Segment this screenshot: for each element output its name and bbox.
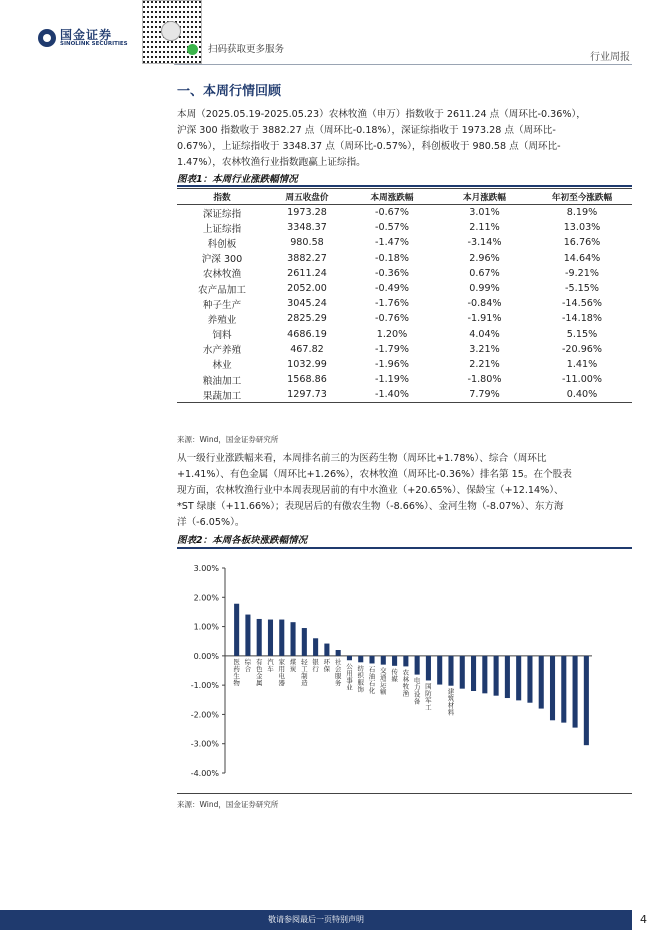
category-char: 银 bbox=[312, 657, 319, 666]
table-cell: -1.40% bbox=[347, 387, 437, 403]
x-category-label bbox=[324, 658, 331, 673]
analysis-line: +1.41%）、有色金属（周环比+1.26%），农林牧渔（周环比-0.36%）排名第 15。在个股表 bbox=[177, 469, 572, 480]
table-cell: 4686.19 bbox=[287, 328, 327, 340]
analysis-paragraph bbox=[177, 451, 632, 531]
bar bbox=[426, 656, 431, 681]
y-tick-label: 1.00% bbox=[193, 622, 219, 632]
category-char: 工 bbox=[301, 664, 308, 673]
analysis-line: 现方面，农林牧渔行业中本周表现居前的有中水渔业（+20.65%）、保龄宝（+12.14%）、 bbox=[177, 485, 564, 496]
x-category-label bbox=[245, 657, 252, 673]
table-row bbox=[177, 281, 632, 296]
category-char: 力 bbox=[413, 683, 421, 692]
y-tick-label: 2.00% bbox=[193, 593, 219, 603]
bar bbox=[561, 656, 566, 723]
y-tick-label: -2.00% bbox=[190, 710, 219, 720]
category-char: 设 bbox=[413, 690, 421, 699]
bar bbox=[584, 656, 589, 745]
table-cell: -0.36% bbox=[375, 267, 409, 279]
table-cell: -0.84% bbox=[467, 298, 502, 310]
category-char: 用 bbox=[346, 669, 353, 678]
table-cell: 1032.99 bbox=[287, 358, 327, 370]
category-char: 工 bbox=[425, 703, 432, 712]
category-char: 建 bbox=[447, 687, 455, 696]
x-category-label bbox=[414, 676, 421, 706]
category-char: 化 bbox=[368, 686, 376, 695]
category-char: 料 bbox=[447, 708, 455, 717]
category-char: 社 bbox=[334, 657, 342, 666]
category-char: 国 bbox=[425, 682, 432, 691]
category-char: 农 bbox=[402, 668, 410, 677]
y-tick-label: 3.00% bbox=[193, 564, 219, 573]
table-cell: 16.76% bbox=[563, 237, 601, 249]
bar bbox=[245, 615, 250, 656]
x-category-label bbox=[279, 657, 286, 687]
bar bbox=[471, 656, 476, 691]
category-char: 金 bbox=[255, 671, 263, 680]
table-row bbox=[177, 251, 632, 266]
intro-line: 本周（2025.05.19-2025.05.23）农林牧渔（申万）指数收于 2611.24 点（周环比-0.36%）， bbox=[177, 109, 586, 120]
table-cell: 3348.37 bbox=[287, 222, 327, 234]
bar bbox=[403, 656, 408, 667]
table-cell: 980.58 bbox=[290, 237, 324, 249]
bar bbox=[358, 656, 363, 662]
table-cell: 0.40% bbox=[532, 387, 632, 403]
table-cell: -1.96% bbox=[375, 358, 409, 370]
category-char: 制 bbox=[301, 671, 308, 680]
analysis-line: *ST 绿康（+11.66%）；表现居后的有傲农生物（-8.66%）、金河生物（-8.07%）、东方海 bbox=[177, 501, 564, 512]
bar bbox=[505, 656, 510, 698]
bar bbox=[448, 656, 453, 686]
category-char: 电 bbox=[413, 676, 421, 685]
x-category-label bbox=[403, 667, 410, 697]
table-cell: -9.21% bbox=[565, 267, 599, 279]
table-cell: 3.01% bbox=[469, 207, 500, 219]
table-cell: 饲料 bbox=[212, 330, 232, 342]
header-month-change: 本月涨跌幅 bbox=[437, 189, 532, 205]
intro-line: 沪深 300 指数收于 3882.27 点（周环比-0.18%），深证综指收于 1973.28 点（周环比- bbox=[177, 125, 556, 136]
section-title: 一、本周行情回顾 bbox=[177, 84, 282, 99]
category-char: 林 bbox=[402, 675, 410, 684]
y-tick-label: -1.00% bbox=[190, 681, 219, 691]
table-cell: 1.20% bbox=[376, 328, 408, 340]
caption-divider bbox=[177, 185, 632, 187]
bar bbox=[257, 619, 262, 656]
header-ytd-change: 年初至今涨跌幅 bbox=[532, 189, 632, 205]
table-cell: -1.47% bbox=[375, 237, 409, 249]
category-char: 生 bbox=[233, 671, 240, 680]
category-char: 属 bbox=[255, 678, 263, 687]
category-char: 织 bbox=[357, 671, 364, 680]
qr-caption: 扫码获取更多服务 bbox=[208, 44, 285, 55]
category-char: 石 bbox=[368, 679, 376, 688]
logo-chinese-name: 国金证券 bbox=[60, 28, 113, 42]
chart-bottom-divider bbox=[177, 793, 632, 794]
table-cell: -5.15% bbox=[565, 283, 599, 295]
table-cell: -0.76% bbox=[375, 313, 409, 325]
category-char: 渔 bbox=[402, 689, 410, 698]
x-category-label bbox=[346, 662, 353, 691]
intro-paragraph bbox=[177, 107, 632, 171]
category-char: 运 bbox=[380, 680, 387, 689]
category-char: 有 bbox=[255, 657, 263, 666]
category-char: 造 bbox=[301, 678, 308, 687]
bar bbox=[527, 656, 532, 703]
category-char: 事 bbox=[346, 676, 353, 685]
wechat-badge-icon bbox=[187, 44, 198, 55]
table-source: 来源：Wind，国金证券研究所 bbox=[177, 435, 279, 444]
table-cell: 2.96% bbox=[469, 252, 500, 264]
chart-source: 来源：Wind，国金证券研究所 bbox=[177, 800, 279, 809]
table-cell: 3045.24 bbox=[287, 298, 327, 310]
category-char: 服 bbox=[357, 678, 364, 687]
category-char: 药 bbox=[233, 664, 240, 673]
table-cell: 1568.86 bbox=[287, 374, 327, 386]
table-row bbox=[177, 235, 632, 250]
table-cell: 0.67% bbox=[469, 267, 500, 279]
table-cell: 2.11% bbox=[469, 222, 500, 234]
table-row bbox=[177, 266, 632, 281]
table-row bbox=[177, 205, 632, 221]
table-row bbox=[177, 387, 632, 403]
table-cell: 1.41% bbox=[566, 358, 598, 370]
y-tick-label: 0.00% bbox=[193, 651, 219, 661]
report-type-label: 行业周报 bbox=[590, 52, 630, 63]
bar bbox=[494, 656, 499, 696]
table-cell: -11.00% bbox=[561, 374, 603, 386]
table-cell: 3882.27 bbox=[287, 252, 327, 264]
analysis-line: 从一级行业涨跌幅来看，本周排名前三的为医药生物（周环比+1.78%）、综合（周环比 bbox=[177, 453, 547, 464]
category-char: 牧 bbox=[402, 682, 410, 691]
logo-mark-icon bbox=[38, 29, 56, 47]
table-cell: -1.19% bbox=[375, 374, 409, 386]
category-char: 交 bbox=[380, 666, 387, 675]
table-cell: 养殖业 bbox=[207, 314, 237, 326]
x-category-label bbox=[267, 657, 274, 673]
table-cell: -0.57% bbox=[375, 222, 409, 234]
footer-disclaimer: 敬请参阅最后一页特别声明 bbox=[268, 915, 364, 924]
company-logo bbox=[38, 26, 158, 50]
table-cell: 农林牧渔 bbox=[202, 269, 242, 281]
table-cell: -0.49% bbox=[375, 283, 409, 295]
category-char: 轻 bbox=[301, 657, 308, 666]
category-char: 环 bbox=[323, 657, 331, 666]
bar bbox=[392, 656, 397, 666]
qr-center-badge-icon bbox=[161, 21, 181, 41]
category-char: 行 bbox=[312, 664, 319, 673]
header-week-change: 本周涨跌幅 bbox=[347, 189, 437, 205]
header-index: 指数 bbox=[177, 189, 267, 205]
bar bbox=[482, 656, 487, 693]
page-number: 4 bbox=[640, 913, 647, 926]
bar bbox=[234, 604, 239, 656]
table-row bbox=[177, 342, 632, 357]
table-cell: 13.03% bbox=[563, 222, 601, 234]
performance-table bbox=[177, 188, 632, 403]
table-cell: 0.99% bbox=[469, 283, 500, 295]
table-row bbox=[177, 296, 632, 311]
table-cell: 沪深 300 bbox=[201, 254, 243, 266]
category-char: 色 bbox=[255, 664, 263, 673]
table-cell: -3.14% bbox=[467, 237, 502, 249]
x-category-label bbox=[380, 666, 387, 696]
table-cell: 水产养殖 bbox=[202, 345, 242, 357]
x-category-label bbox=[335, 657, 342, 687]
bar bbox=[516, 656, 521, 701]
category-char: 油 bbox=[368, 672, 376, 681]
bar bbox=[539, 656, 544, 709]
bar bbox=[573, 656, 578, 728]
table-cell: 1297.73 bbox=[267, 387, 347, 403]
category-char: 车 bbox=[267, 664, 274, 673]
table-cell: 2825.29 bbox=[287, 313, 327, 325]
bar bbox=[302, 628, 307, 656]
table-cell: 8.19% bbox=[566, 207, 598, 219]
category-char: 医 bbox=[233, 657, 240, 666]
y-tick-label: -4.00% bbox=[190, 769, 219, 778]
x-category-label bbox=[233, 658, 240, 687]
table-cell: 7.79% bbox=[437, 387, 532, 403]
table-cell: -14.18% bbox=[561, 313, 603, 325]
category-char: 输 bbox=[380, 687, 387, 696]
sector-performance-chart bbox=[177, 550, 632, 794]
table-cell: 5.15% bbox=[566, 328, 598, 340]
table-cell: 2611.24 bbox=[287, 267, 327, 279]
category-char: 筑 bbox=[447, 694, 455, 703]
table-row bbox=[177, 372, 632, 387]
table-cell: -20.96% bbox=[561, 343, 603, 355]
intro-line: 0.67%），上证综指收于 3348.37 点（周环比-0.57%），科创板收于 980.58 点（周环比- bbox=[177, 141, 561, 152]
x-category-label bbox=[391, 667, 398, 683]
category-char: 物 bbox=[233, 678, 240, 687]
category-char: 煤 bbox=[289, 657, 297, 666]
table-row bbox=[177, 220, 632, 235]
bar bbox=[550, 656, 555, 720]
table-cell: 林业 bbox=[212, 360, 232, 372]
table-cell: 果蔬加工 bbox=[177, 387, 267, 403]
x-category-label bbox=[448, 687, 455, 717]
category-char: 材 bbox=[447, 701, 455, 710]
category-char: 备 bbox=[413, 697, 421, 706]
x-category-label bbox=[369, 665, 376, 694]
category-char: 用 bbox=[278, 664, 286, 673]
table-cell: 1973.28 bbox=[287, 207, 327, 219]
bar bbox=[369, 656, 374, 664]
x-category-label bbox=[290, 657, 297, 673]
table-caption: 图表1：本周行业涨跌幅情况 bbox=[177, 174, 298, 185]
table-header-row bbox=[177, 189, 632, 205]
category-char: 家 bbox=[278, 657, 286, 666]
category-char: 务 bbox=[334, 678, 342, 687]
caption-divider bbox=[177, 547, 632, 549]
x-category-label bbox=[357, 663, 364, 693]
category-char: 防 bbox=[425, 689, 432, 698]
table-cell: 2052.00 bbox=[287, 283, 327, 295]
category-char: 媒 bbox=[391, 674, 398, 683]
bar bbox=[460, 656, 465, 689]
table-cell: 上证综指 bbox=[202, 223, 242, 235]
y-tick-label: -3.00% bbox=[190, 739, 219, 749]
table-cell: 农产品加工 bbox=[198, 284, 246, 296]
table-cell: -1.91% bbox=[467, 313, 502, 325]
intro-line: 1.47%），农林牧渔行业指数跑赢上证综指。 bbox=[177, 157, 366, 168]
bar bbox=[291, 622, 296, 656]
category-char: 合 bbox=[244, 664, 252, 673]
category-char: 汽 bbox=[267, 657, 274, 666]
table-cell: 3.21% bbox=[469, 343, 500, 355]
category-char: 饰 bbox=[357, 685, 364, 694]
table-cell: -1.80% bbox=[467, 374, 502, 386]
x-category-label bbox=[256, 657, 263, 687]
table-row bbox=[177, 357, 632, 372]
table-cell: 2.21% bbox=[469, 358, 500, 370]
table-cell: -0.18% bbox=[375, 252, 409, 264]
bar bbox=[381, 656, 386, 665]
x-category-label bbox=[312, 657, 319, 673]
table-cell: 深证综指 bbox=[202, 208, 242, 220]
table-row bbox=[177, 327, 632, 342]
bar bbox=[268, 620, 273, 656]
category-char: 器 bbox=[278, 678, 286, 687]
bar bbox=[324, 644, 329, 656]
bar bbox=[279, 620, 284, 656]
x-category-label bbox=[425, 681, 432, 711]
table-cell: 科创板 bbox=[207, 238, 237, 250]
category-char: 综 bbox=[244, 657, 252, 666]
logo-english-name: SINOLINK SECURITIES bbox=[60, 41, 128, 47]
category-char: 电 bbox=[278, 671, 286, 680]
table-cell: 粮油加工 bbox=[202, 375, 242, 387]
category-char: 通 bbox=[380, 673, 387, 682]
category-char: 保 bbox=[323, 664, 331, 673]
chart-caption: 图表2：本周各板块涨跌幅情况 bbox=[177, 535, 308, 546]
bar bbox=[313, 638, 318, 656]
category-char: 炭 bbox=[289, 664, 297, 673]
bar bbox=[347, 656, 352, 660]
table-cell: 种子生产 bbox=[202, 299, 242, 311]
table-cell: 14.64% bbox=[563, 252, 601, 264]
table-cell: -0.67% bbox=[375, 207, 409, 219]
bar bbox=[437, 656, 442, 685]
bar bbox=[415, 656, 420, 675]
category-char: 军 bbox=[425, 696, 432, 705]
header-divider bbox=[174, 64, 632, 65]
category-char: 业 bbox=[346, 683, 353, 692]
bar bbox=[336, 650, 341, 656]
category-char: 服 bbox=[334, 671, 342, 680]
category-char: 会 bbox=[334, 664, 342, 673]
table-cell: 4.04% bbox=[469, 328, 500, 340]
table-cell: 467.82 bbox=[290, 343, 324, 355]
table-cell: -1.79% bbox=[375, 343, 409, 355]
x-category-label bbox=[301, 657, 308, 687]
category-char: 公 bbox=[346, 662, 353, 671]
table-row bbox=[177, 311, 632, 326]
table-cell: -14.56% bbox=[561, 298, 603, 310]
header-close: 周五收盘价 bbox=[267, 189, 347, 205]
category-char: 石 bbox=[368, 665, 376, 674]
analysis-line: 洋（-6.05%）。 bbox=[177, 517, 245, 528]
category-char: 纺 bbox=[357, 664, 364, 673]
category-char: 传 bbox=[391, 667, 398, 676]
table-cell: -1.76% bbox=[375, 298, 409, 310]
